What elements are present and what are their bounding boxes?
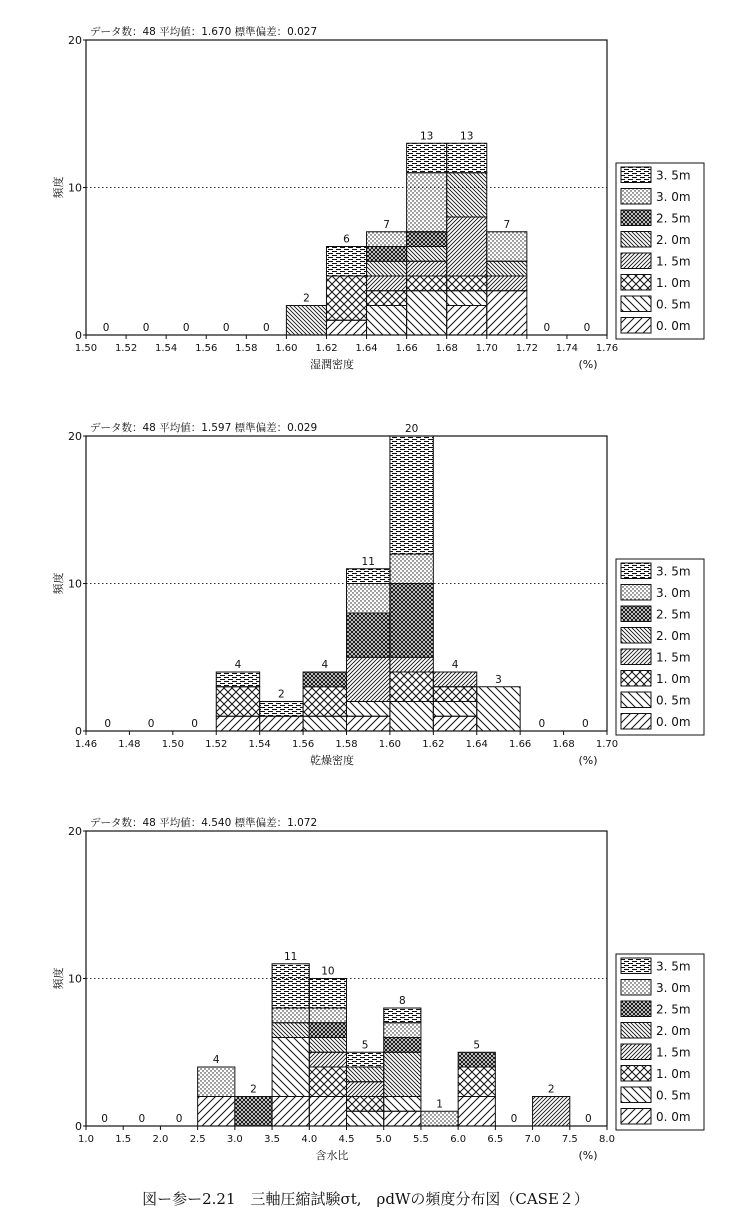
x-tick-label: 1.76 — [595, 343, 619, 354]
bar-segment-10m — [458, 1067, 495, 1097]
legend-swatch-crossdense — [621, 1001, 651, 1017]
bar-count-label: 0 — [182, 322, 190, 334]
legend-swatch-dots — [621, 980, 651, 996]
bar-segment-15m — [309, 1052, 346, 1067]
histogram-panel-2 — [51, 421, 704, 767]
bar-segment-35m — [407, 143, 447, 173]
bar-segment-00m — [326, 320, 366, 335]
bar-segment-20m — [272, 1023, 309, 1038]
bar-segment-05m — [347, 1111, 384, 1126]
x-tick-label: 5.5 — [412, 1134, 429, 1145]
bar-segment-10m — [216, 687, 259, 717]
x-tick-label: 1.50 — [74, 343, 98, 354]
bar-count-label: 3 — [495, 673, 502, 686]
bar-count-label: 5 — [473, 1039, 481, 1052]
legend-swatch-back — [621, 296, 651, 312]
legend-swatch-dots — [621, 585, 651, 601]
legend-swatch-fwddense — [621, 253, 651, 269]
y-axis-label: 頻度 — [52, 967, 65, 990]
legend-swatch-dash — [621, 958, 651, 974]
x-tick-label: 1.70 — [595, 739, 619, 750]
legend-swatch-back — [621, 692, 651, 708]
bar-segment-20m — [384, 1052, 421, 1096]
bar-segment-25m — [390, 584, 433, 658]
legend-label: 2. 5m — [656, 211, 691, 226]
legend-label: 3. 0m — [656, 981, 691, 995]
bar-segment-25m — [235, 1097, 272, 1127]
bar-segment-20m — [347, 1067, 384, 1082]
legend-label: 0. 0m — [656, 715, 691, 729]
legend-swatch-cross — [621, 671, 651, 687]
x-tick-label: 1.56 — [291, 739, 315, 750]
legend-label: 0. 0m — [656, 1110, 691, 1124]
x-tick-label: 1.56 — [195, 343, 218, 354]
bar-count-label: 11 — [283, 950, 298, 963]
legend-swatch-dots — [621, 189, 651, 205]
bar-segment-00m — [433, 716, 476, 731]
bar-segment-15m — [347, 1082, 384, 1097]
chart-title: データ数：48 平均値：1.597 標準偏差：0.029 — [90, 422, 318, 434]
x-tick-label: 3.5 — [264, 1134, 281, 1145]
x-tick-label: 1.64 — [355, 343, 378, 354]
legend-swatch-dash — [621, 563, 651, 579]
bar-segment-30m — [309, 1008, 346, 1023]
x-tick-label: 1.60 — [378, 739, 402, 750]
unit-label: (%) — [578, 358, 598, 371]
bar-count-label: 0 — [583, 322, 591, 334]
bar-count-label: 7 — [383, 218, 390, 231]
bar-count-label: 0 — [581, 718, 589, 730]
bar-segment-35m — [260, 702, 303, 717]
bar-segment-10m — [407, 276, 447, 291]
bar-segment-30m — [421, 1111, 458, 1126]
x-tick-label: 1.70 — [475, 343, 498, 354]
chart-title: データ数：48 平均値：4.540 標準偏差：1.072 — [90, 817, 318, 829]
bar-segment-10m — [347, 1097, 384, 1112]
y-axis-label: 頻度 — [52, 572, 65, 595]
legend — [616, 954, 704, 1130]
bar-segment-20m — [367, 261, 407, 276]
bar-segment-00m — [458, 1097, 495, 1127]
bar-count-label: 0 — [142, 322, 150, 334]
legend-label: 0. 5m — [656, 297, 691, 312]
bar-segment-20m — [286, 306, 326, 336]
bar-segment-35m — [309, 979, 346, 1009]
legend-label: 1. 0m — [656, 672, 691, 686]
x-tick-label: 1.68 — [552, 739, 575, 750]
unit-label: (%) — [578, 1149, 598, 1162]
bar-segment-05m — [407, 291, 447, 335]
y-tick-label: 20 — [68, 34, 82, 47]
bar-segment-05m — [303, 716, 346, 731]
bar-count-label: 4 — [234, 659, 242, 671]
x-tick-label: 1.66 — [395, 343, 418, 354]
bar-segment-35m — [347, 1052, 384, 1067]
bar-segment-05m — [477, 687, 520, 731]
bar-count-label: 0 — [263, 322, 270, 334]
legend-label: 1. 5m — [656, 1045, 691, 1060]
bar-segment-20m — [487, 261, 527, 276]
bar-count-label: 2 — [303, 292, 310, 305]
legend-swatch-backdense — [621, 1023, 651, 1039]
bar-segment-05m — [347, 702, 390, 717]
bar-count-label: 0 — [102, 322, 110, 334]
legend-swatch-fwddense — [621, 1044, 651, 1060]
legend-swatch-back — [621, 1087, 651, 1103]
histogram-panel-3 — [51, 816, 704, 1162]
legend-swatch-fwddense — [621, 649, 651, 665]
x-tick-label: 5.0 — [375, 1134, 392, 1145]
bar-count-label: 0 — [147, 718, 155, 730]
x-axis-label: 含水比 — [315, 1149, 349, 1162]
bar-count-label: 0 — [104, 718, 112, 730]
legend-label: 3. 0m — [656, 586, 691, 600]
x-tick-label: 1.48 — [118, 739, 141, 750]
bar-segment-25m — [309, 1023, 346, 1038]
bar-segment-30m — [487, 232, 527, 262]
bar-count-label: 0 — [510, 1113, 518, 1125]
bar-segment-10m — [367, 291, 407, 306]
x-tick-label: 8.0 — [599, 1134, 615, 1145]
bar-count-label: 6 — [343, 233, 350, 246]
legend-label: 0. 5m — [656, 1088, 691, 1103]
legend-label: 1. 5m — [656, 254, 691, 269]
legend-swatch-backdense — [621, 628, 651, 644]
bar-count-label: 0 — [222, 322, 230, 334]
y-tick-label: 20 — [68, 430, 82, 443]
bar-segment-10m — [447, 276, 487, 291]
x-tick-label: 6.0 — [450, 1134, 467, 1145]
legend-swatch-dash — [621, 167, 651, 183]
bar-segment-30m — [407, 173, 447, 232]
bar-segment-35m — [390, 436, 433, 554]
y-tick-label: 20 — [68, 825, 82, 838]
x-tick-label: 1.0 — [78, 1134, 94, 1145]
y-tick-label: 10 — [68, 972, 82, 986]
bar-segment-10m — [309, 1067, 346, 1097]
bar-segment-00m — [260, 716, 303, 731]
legend-label: 0. 5m — [656, 693, 691, 708]
x-tick-label: 1.68 — [435, 343, 458, 354]
bar-count-label: 13 — [419, 130, 434, 143]
bar-count-label: 2 — [250, 1083, 257, 1096]
bar-segment-05m — [367, 306, 407, 336]
bar-count-label: 0 — [101, 1113, 108, 1125]
legend-label: 2. 5m — [656, 607, 691, 622]
bar-count-label: 0 — [538, 718, 546, 730]
legend-swatch-cross — [621, 275, 651, 291]
x-tick-label: 2.0 — [152, 1134, 169, 1145]
x-axis-label: 乾燥密度 — [310, 754, 354, 767]
bar-segment-30m — [347, 584, 390, 614]
bar-segment-25m — [367, 247, 407, 262]
bar-count-label: 4 — [212, 1054, 220, 1066]
y-tick-label: 0 — [75, 329, 82, 342]
bar-segment-35m — [384, 1008, 421, 1023]
chart-title: データ数：48 平均値：1.670 標準偏差：0.027 — [90, 26, 318, 38]
bar-segment-15m — [347, 657, 390, 701]
x-tick-label: 2.5 — [189, 1134, 206, 1145]
x-tick-label: 1.58 — [235, 343, 258, 354]
bar-segment-25m — [303, 672, 346, 687]
bar-count-label: 7 — [503, 218, 511, 231]
bar-count-label: 0 — [191, 718, 198, 730]
x-tick-label: 1.58 — [335, 739, 358, 750]
legend-label: 1. 0m — [656, 1067, 691, 1081]
legend — [616, 559, 704, 735]
bar-count-label: 20 — [404, 423, 419, 435]
bar-segment-35m — [447, 143, 487, 173]
x-tick-label: 1.52 — [205, 739, 228, 750]
x-tick-label: 1.60 — [275, 343, 298, 354]
bar-segment-05m — [390, 702, 433, 732]
bar-segment-25m — [458, 1052, 495, 1067]
y-tick-label: 0 — [75, 1120, 82, 1133]
bar-count-label: 0 — [543, 322, 551, 334]
bar-segment-25m — [384, 1038, 421, 1053]
legend-swatch-crossdense — [621, 606, 651, 622]
x-tick-label: 1.50 — [161, 739, 184, 750]
legend — [616, 163, 704, 339]
bar-segment-00m — [447, 306, 487, 336]
legend-label: 3. 0m — [656, 190, 691, 204]
histogram-panel-1 — [51, 25, 704, 371]
legend-swatch-cross — [621, 1066, 651, 1082]
x-tick-label: 1.62 — [315, 343, 338, 354]
bar-count-label: 2 — [278, 688, 285, 701]
bar-segment-15m — [447, 217, 487, 276]
bar-segment-35m — [272, 964, 309, 1008]
x-tick-label: 1.5 — [115, 1134, 132, 1145]
bar-count-label: 0 — [138, 1113, 146, 1125]
x-tick-label: 1.64 — [465, 739, 488, 750]
bar-count-label: 13 — [460, 130, 474, 143]
x-tick-label: 3.0 — [226, 1134, 243, 1145]
bar-count-label: 2 — [547, 1083, 555, 1096]
x-tick-label: 4.0 — [301, 1134, 318, 1145]
bar-segment-00m — [487, 291, 527, 335]
bar-segment-00m — [309, 1097, 346, 1127]
legend-swatch-fwd — [621, 714, 651, 730]
legend-label: 2. 0m — [656, 629, 691, 643]
y-tick-label: 0 — [75, 725, 82, 738]
bar-segment-20m — [447, 173, 487, 217]
bar-count-label: 0 — [585, 1113, 592, 1125]
bar-segment-35m — [347, 569, 390, 584]
bar-count-label: 11 — [361, 555, 375, 568]
y-axis-label: 頻度 — [52, 176, 65, 199]
bar-segment-10m — [303, 687, 346, 717]
legend-swatch-fwd — [621, 1109, 651, 1125]
bar-segment-10m — [390, 672, 433, 702]
legend-label: 2. 0m — [656, 1024, 691, 1038]
x-tick-label: 1.46 — [74, 739, 98, 750]
unit-label: (%) — [578, 754, 598, 767]
legend-label: 3. 5m — [656, 959, 691, 974]
x-tick-label: 1.54 — [248, 739, 271, 750]
y-tick-label: 10 — [68, 181, 82, 195]
bar-segment-35m — [326, 247, 366, 277]
bar-segment-15m — [407, 261, 447, 276]
bar-segment-05m — [433, 702, 476, 717]
bar-count-label: 5 — [361, 1039, 369, 1052]
bar-count-label: 10 — [321, 965, 335, 978]
bar-segment-20m — [309, 1038, 346, 1053]
x-axis-label: 湿潤密度 — [310, 358, 354, 371]
bar-segment-30m — [272, 1008, 309, 1023]
chart-panels — [51, 25, 704, 1162]
bar-segment-25m — [407, 232, 447, 247]
x-tick-label: 7.5 — [561, 1134, 578, 1145]
bar-segment-15m — [487, 276, 527, 291]
bar-segment-30m — [390, 554, 433, 584]
bar-segment-00m — [384, 1111, 421, 1126]
bar-segment-05m — [447, 291, 487, 306]
x-tick-label: 4.5 — [338, 1134, 355, 1145]
x-tick-label: 6.5 — [487, 1134, 504, 1145]
y-tick-label: 10 — [68, 577, 82, 591]
legend-label: 0. 0m — [656, 319, 691, 333]
bar-segment-30m — [198, 1067, 235, 1097]
legend-label: 3. 5m — [656, 564, 691, 579]
legend-label: 1. 5m — [656, 650, 691, 665]
bar-segment-30m — [367, 232, 407, 247]
x-tick-label: 1.52 — [114, 343, 138, 354]
bar-count-label: 4 — [451, 659, 459, 671]
legend-label: 2. 0m — [656, 233, 691, 247]
figure-caption: 図ー参ー2.21 三軸圧縮試験σt, ρdWの頻度分布図（CASE２） — [142, 1190, 589, 1208]
bar-segment-00m — [216, 716, 259, 731]
bar-segment-20m — [407, 247, 447, 262]
bar-count-label: 4 — [321, 659, 329, 671]
legend-swatch-backdense — [621, 232, 651, 248]
legend-label: 3. 5m — [656, 168, 691, 183]
bar-segment-15m — [390, 657, 433, 672]
legend-label: 2. 5m — [656, 1002, 691, 1017]
bar-segment-10m — [433, 687, 476, 702]
bar-segment-15m — [367, 276, 407, 291]
x-tick-label: 1.72 — [515, 343, 538, 354]
bar-count-label: 8 — [398, 995, 406, 1007]
bar-segment-05m — [272, 1038, 309, 1097]
bar-segment-05m — [384, 1097, 421, 1112]
bar-segment-15m — [433, 672, 476, 687]
legend-label: 1. 0m — [656, 276, 691, 290]
bar-segment-10m — [326, 276, 366, 320]
bar-segment-00m — [198, 1097, 235, 1127]
bar-segment-15m — [533, 1097, 570, 1127]
bar-segment-30m — [384, 1023, 421, 1038]
legend-swatch-crossdense — [621, 210, 651, 226]
legend-swatch-fwd — [621, 318, 651, 334]
x-tick-label: 7.0 — [524, 1134, 541, 1145]
x-tick-label: 1.54 — [155, 343, 178, 354]
x-tick-label: 1.62 — [422, 739, 445, 750]
bar-segment-00m — [272, 1097, 309, 1127]
bar-segment-00m — [347, 716, 390, 731]
bar-segment-35m — [216, 672, 259, 687]
bar-segment-25m — [347, 613, 390, 657]
x-tick-label: 1.74 — [555, 343, 579, 354]
x-tick-label: 1.66 — [509, 739, 532, 750]
bar-count-label: 0 — [175, 1113, 183, 1125]
bar-count-label: 1 — [436, 1098, 443, 1111]
